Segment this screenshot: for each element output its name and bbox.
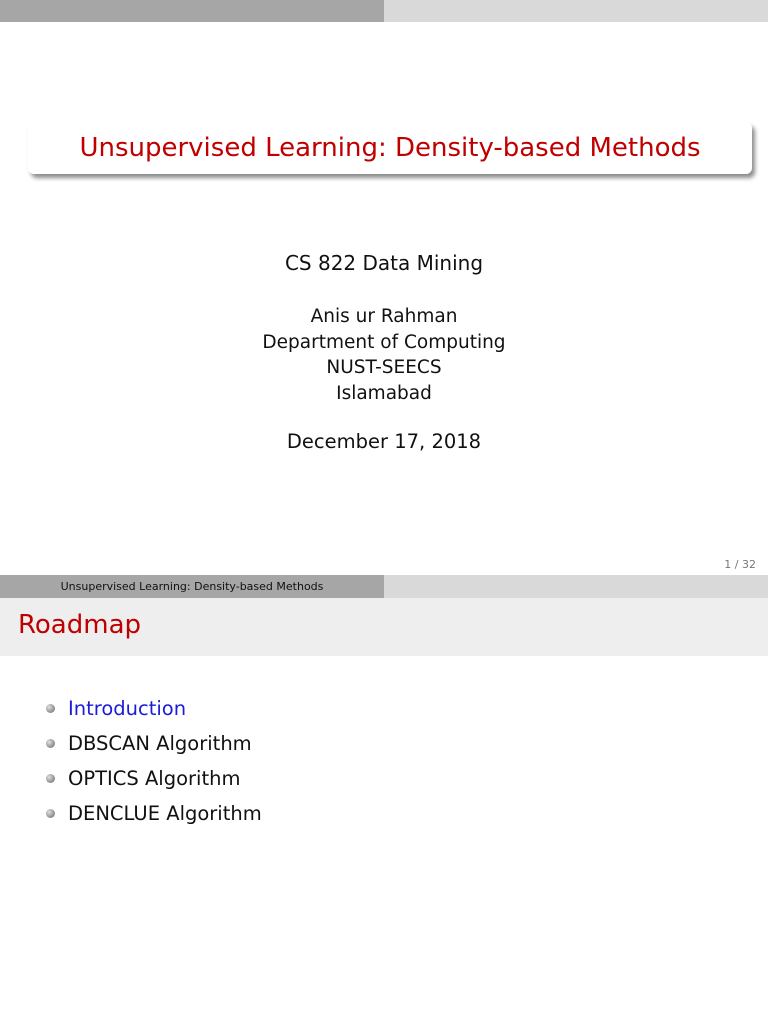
presentation-title: Unsupervised Learning: Density-based Methods (79, 133, 701, 163)
frame-title: Roadmap (18, 610, 142, 640)
author-name: Anis ur Rahman (310, 306, 458, 327)
frame-title-band (0, 598, 768, 656)
page-number: 1 / 32 (724, 558, 756, 571)
roadmap-slide (0, 575, 768, 1024)
header-short-title: Unsupervised Learning: Density-based Methods (60, 580, 324, 593)
department-name: Department of Computing (262, 331, 506, 353)
presentation-date: December 17, 2018 (286, 430, 482, 453)
roadmap-item-label: DBSCAN Algorithm (68, 731, 252, 755)
course-name: CS 822 Data Mining (284, 251, 484, 275)
bullet-icon (46, 739, 55, 748)
roadmap-item-denclue[interactable] (46, 798, 262, 828)
top-bar-left-segment (0, 0, 384, 22)
bullet-icon (46, 774, 55, 783)
slide-header-bar (0, 575, 768, 598)
author-block (0, 304, 768, 406)
top-navigation-bar (0, 0, 768, 22)
header-bar-right-segment (384, 575, 768, 598)
city-name: Islamabad (336, 382, 432, 404)
roadmap-item-label: DENCLUE Algorithm (68, 801, 262, 825)
bullet-icon (46, 809, 55, 818)
roadmap-item-optics[interactable] (46, 763, 240, 793)
header-bar-left-segment (0, 575, 384, 598)
roadmap-item-dbscan[interactable] (46, 728, 252, 758)
roadmap-item-label: Introduction (68, 696, 187, 720)
roadmap-item-label: OPTICS Algorithm (68, 766, 241, 790)
roadmap-item-introduction[interactable] (46, 693, 186, 723)
institution-name: NUST-SEECS (326, 357, 442, 378)
bullet-icon (46, 704, 55, 713)
top-bar-right-segment (384, 0, 768, 22)
title-box (28, 122, 752, 174)
